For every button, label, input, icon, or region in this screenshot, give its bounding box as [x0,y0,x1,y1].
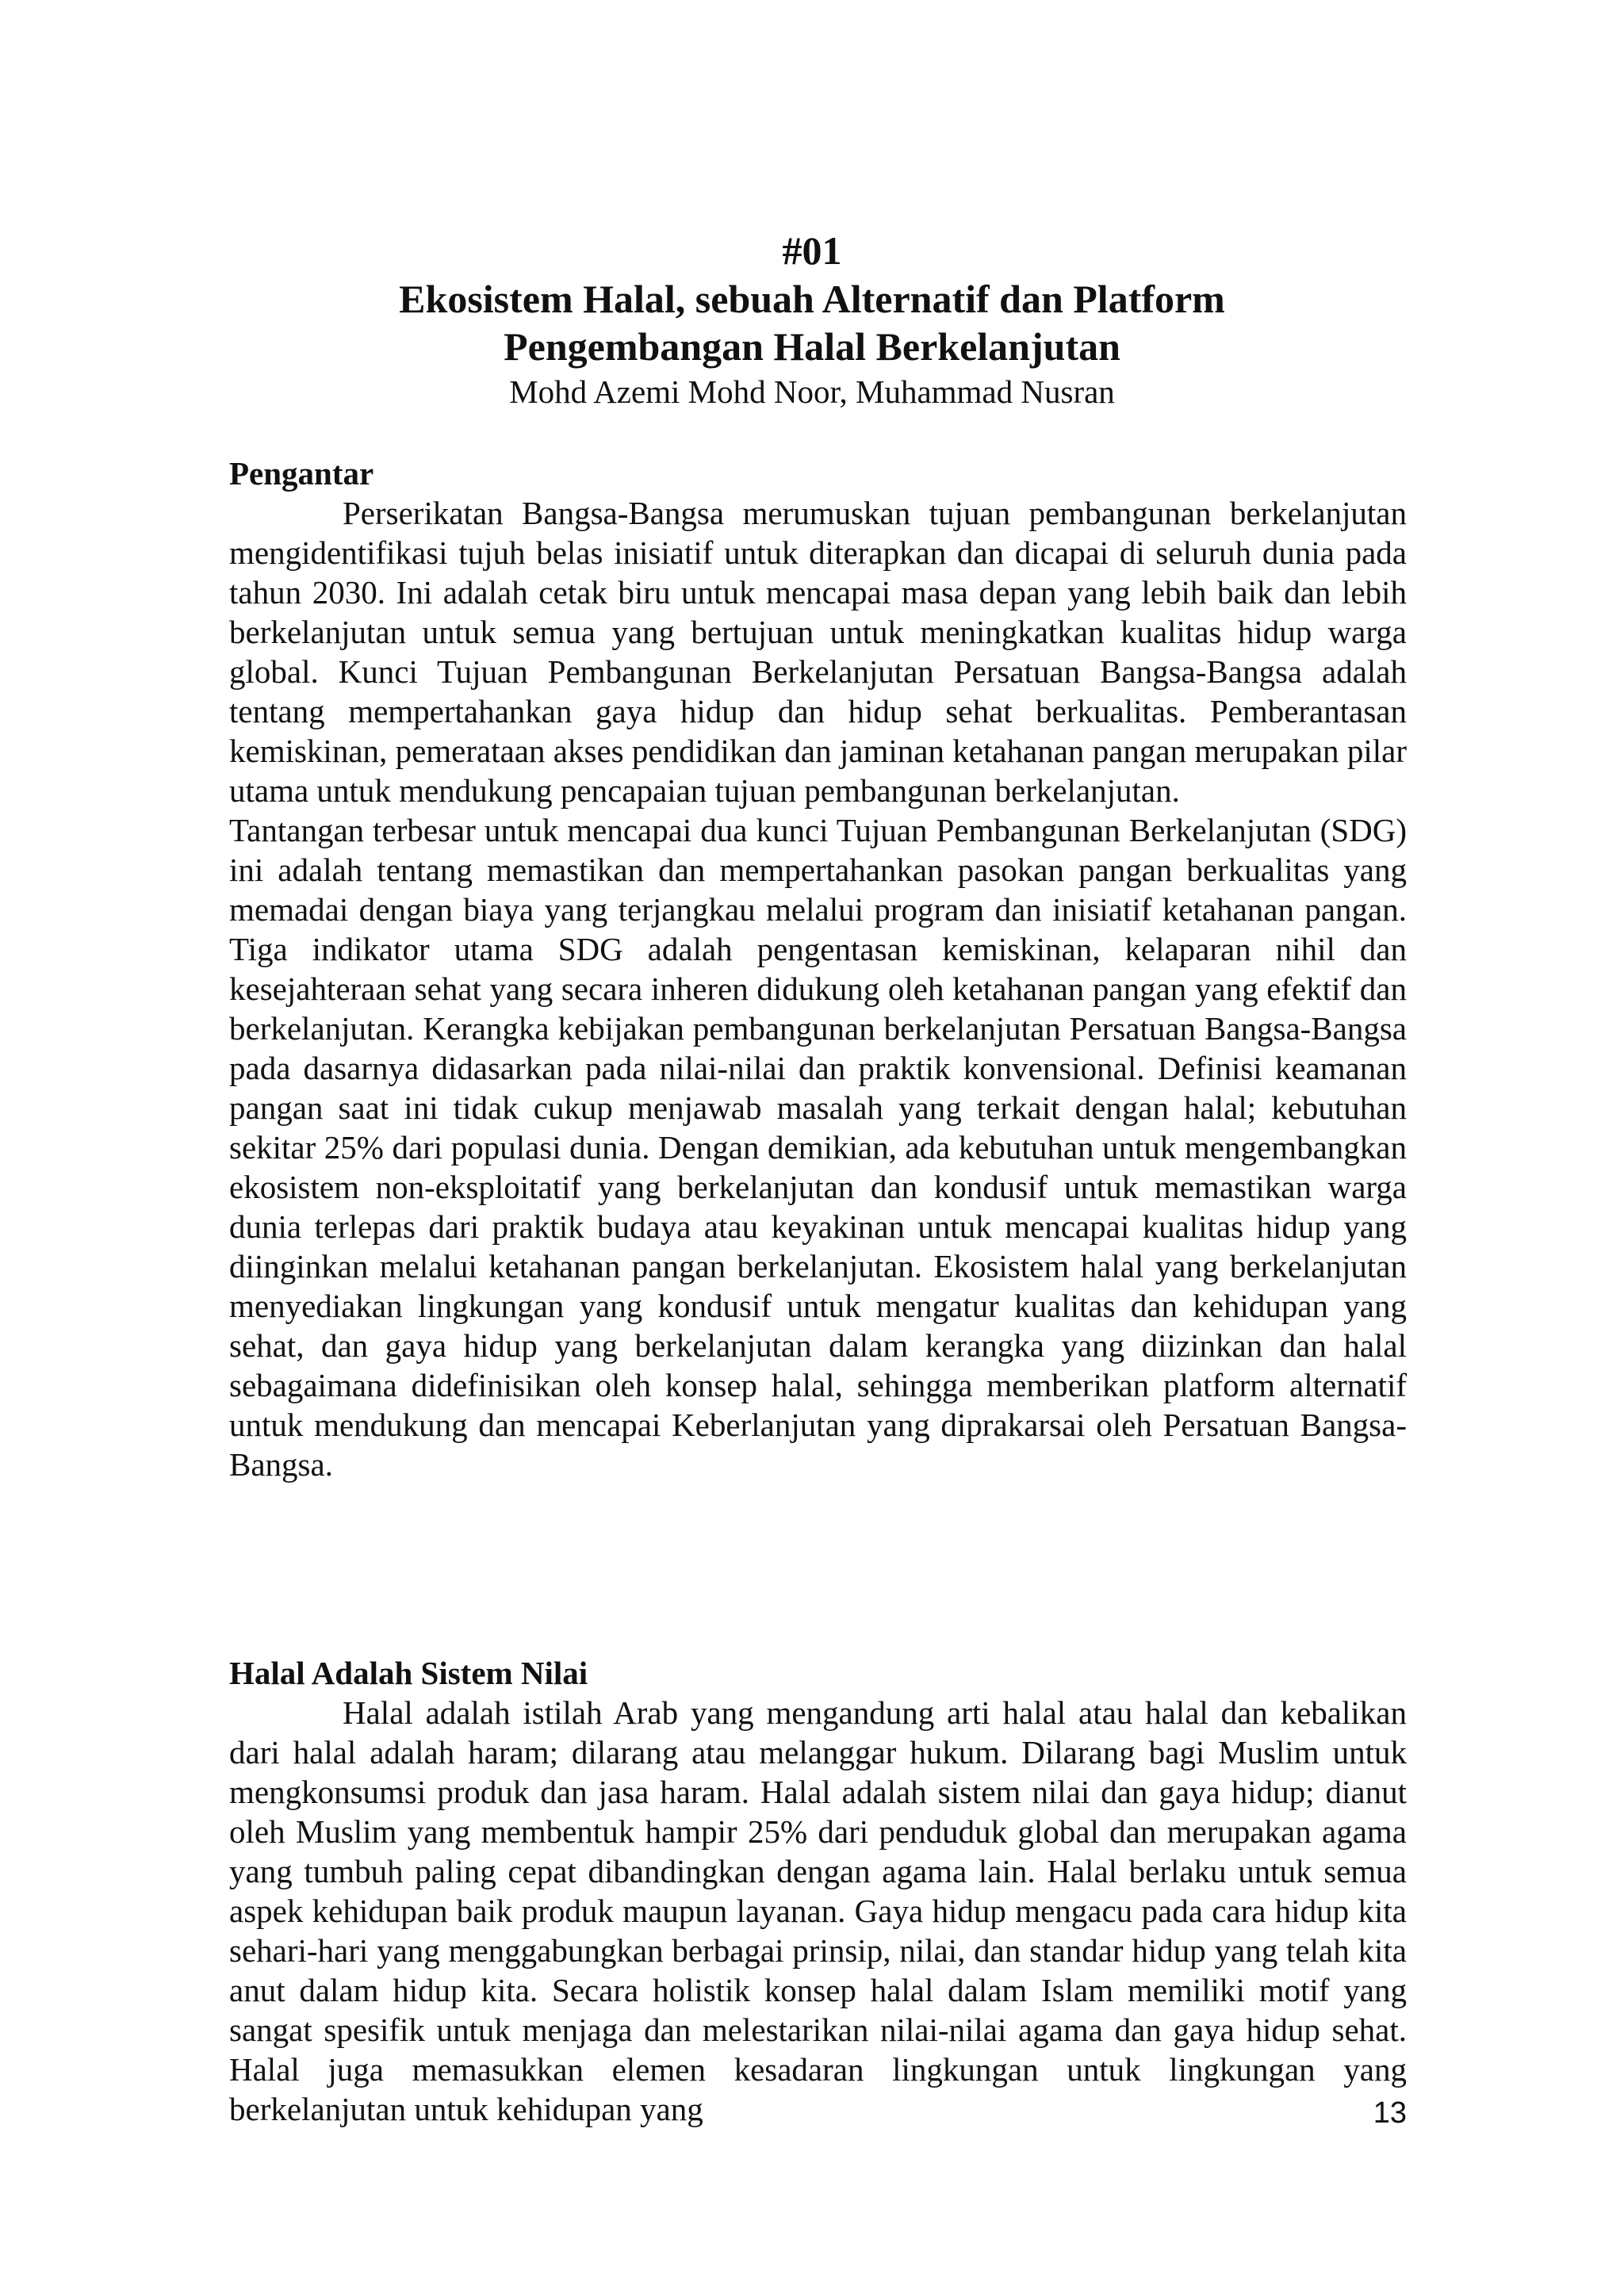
section-halal-sistem-nilai [229,1653,1407,2129]
paragraph: Halal adalah istilah Arab yang mengandung arti halal atau halal dan kebalikan dari halal adalah haram; dilarang atau melanggar hukum. Dilarang bagi Muslim untuk mengkonsumsi produk dan jasa haram. Halal adalah sistem nilai dan gaya hidup; dianut oleh Muslim yang membentuk hampir 25% dari penduduk global dan merupakan agama yang tumbuh paling cepat dibandingkan dengan agama lain. Halal berlaku untuk semua aspek kehidupan baik produk maupun layanan. Gaya hidup mengacu pada cara hidup kita sehari-hari yang menggabungkan berbagai prinsip, nilai, dan standar hidup yang telah kita anut dalam hidup kita. Secara holistik konsep halal dalam Islam memiliki motif yang sangat spesifik untuk menjaga dan melestarikan nilai-nilai agama dan gaya hidup sehat. Halal juga memasukkan elemen kesadaran lingkungan untuk lingkungan yang berkelanjutan untuk kehidupan yang [229,1694,1407,2127]
paragraph: Perserikatan Bangsa-Bangsa merumuskan tujuan pembangunan berkelanjutan mengidentifikasi tujuh belas inisiatif untuk diterapkan dan dicapai di seluruh dunia pada tahun 2030. Ini adalah cetak biru untuk mencapai masa depan yang lebih baik dan lebih berkelanjutan untuk semua yang bertujuan untuk meningkatkan kualitas hidup warga global. Kunci Tujuan Pembangunan Berkelanjutan Persatuan Bangsa-Bangsa adalah tentang mempertahankan gaya hidup dan hidup sehat berkualitas. Pemberantasan kemiskinan, pemerataan akses pendidikan dan jaminan ketahanan pangan merupakan pilar utama untuk mendukung pencapaian tujuan pembangunan berkelanjutan. [229,495,1407,809]
section-pengantar [229,454,1407,1484]
chapter-number: #01 [782,228,842,273]
paragraph: Tantangan terbesar untuk mencapai dua kunci Tujuan Pembangunan Berkelanjutan (SDG) ini adalah tentang memastikan dan mempertahankan pasokan pangan berkualitas yang memadai dengan biaya yang terjangkau melalui program dan inisiatif ketahanan pangan. Tiga indikator utama SDG adalah pengentasan kemiskinan, kelaparan nihil dan kesejahteraan sehat yang secara inheren didukung oleh ketahanan pangan yang efektif dan berkelanjutan. Kerangka kebijakan pembangunan berkelanjutan Persatuan Bangsa-Bangsa pada dasarnya didasarkan pada nilai-nilai dan praktik konvensional. Definisi keamanan pangan saat ini tidak cukup menjawab masalah yang terkait dengan halal; kebutuhan sekitar 25% dari populasi dunia. Dengan demikian, ada kebutuhan untuk mengembangkan ekosistem non-eksploitatif yang berkelanjutan dan kondusif untuk memastikan warga dunia terlepas dari praktik budaya atau keyakinan untuk mencapai kualitas hidup yang diinginkan melalui ketahanan pangan berkelanjutan. Ekosistem halal yang berkelanjutan menyediakan lingkungan yang kondusif untuk mengatur kualitas dan kehidupan yang sehat, dan gaya hidup yang berkelanjutan dalam kerangka yang diizinkan dan halal sebagaimana didefinisikan oleh konsep halal, sehingga memberikan platform alternatif untuk mendukung dan mencapai Keberlanjutan yang diprakarsai oleh Persatuan Bangsa-Bangsa. [229,812,1407,1483]
chapter-authors: Mohd Azemi Mohd Noor, Muhammad Nusran [509,373,1115,410]
page-number: 13 [1373,2096,1407,2130]
chapter-title-block [0,226,1624,413]
chapter-title-line-1: Ekosistem Halal, sebuah Alternatif dan Platform [399,277,1225,321]
section-heading: Pengantar [229,455,374,492]
section-heading: Halal Adalah Sistem Nilai [229,1655,588,1691]
chapter-title-line-2: Pengembangan Halal Berkelanjutan [504,324,1120,369]
